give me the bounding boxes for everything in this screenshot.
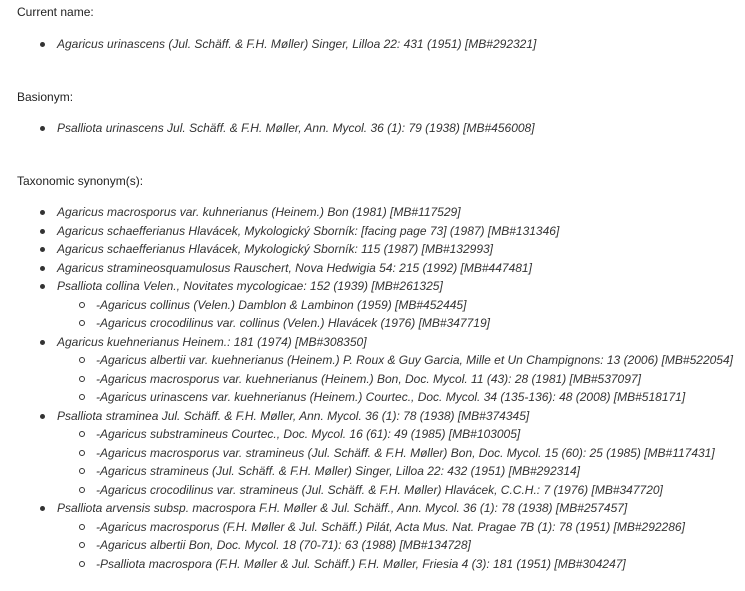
basionym-list	[0, 119, 535, 138]
list-item-text: -Agaricus macrosporus var. stramineus (Jul. Schäff. & F.H. Møller) Bon, Doc. Mycol. 15 (60): 25 (1985) [MB#117431]	[96, 445, 715, 460]
sub-synonyms-list	[57, 351, 733, 407]
list-item-text: Psalliota urinascens Jul. Schäff. & F.H. Møller, Ann. Mycol. 36 (1): 79 (1938) [MB#456008]	[57, 121, 535, 135]
list-item-text: Agaricus urinascens (Jul. Schäff. & F.H. Møller) Singer, Lilloa 22: 431 (1951) [MB#292321]	[57, 37, 537, 51]
sub-synonym-item	[57, 425, 733, 444]
synonyms-heading: Taxonomic synonym(s):	[17, 174, 144, 188]
bullet-icon	[40, 42, 45, 47]
circle-bullet-icon	[79, 487, 85, 493]
sub-synonym-item	[57, 518, 733, 537]
list-item-text: -Agaricus stramineus (Jul. Schäff. & F.H. Møller) Singer, Lilloa 22: 432 (1951) [MB#292314]	[96, 464, 581, 478]
circle-bullet-icon	[79, 357, 85, 363]
circle-bullet-icon	[79, 320, 85, 326]
list-item-text: -Psalliota macrospora (F.H. Møller & Jul. Schäff.) F.H. Møller, Friesia 4 (3): 181 (1951) [MB#304247]	[96, 556, 626, 571]
sub-synonym-item	[57, 351, 733, 370]
sub-synonym-item	[57, 370, 733, 389]
bullet-icon	[40, 266, 45, 271]
bullet-icon	[40, 210, 45, 215]
bullet-icon	[40, 284, 45, 289]
list-item-text: -Agaricus substramineus Courtec., Doc. Mycol. 16 (61): 49 (1985) [MB#103005]	[96, 427, 521, 441]
list-item-text: -Agaricus albertii Bon, Doc. Mycol. 18 (70-71): 63 (1988) [MB#134728]	[96, 538, 471, 552]
list-item-text: Agaricus schaefferianus Hlavácek, Mykologický Sborník: [facing page 73] (1987) [MB#131346]	[57, 223, 560, 238]
list-item-text: -Agaricus urinascens var. kuehnerianus (Heinem.) Courtec., Doc. Mycol. 34 (135-136): 48 (2008) [MB#518171]	[96, 390, 686, 404]
synonym-item	[0, 407, 733, 500]
list-item-text: -Agaricus macrosporus var. kuehnerianus (Heinem.) Bon, Doc. Mycol. 11 (43): 28 (1981) [MB#537097]	[96, 371, 641, 386]
sub-synonyms-list	[57, 425, 733, 499]
sub-synonyms-list	[57, 296, 733, 333]
list-item-text: -Agaricus crocodilinus var. collinus (Velen.) Hlavácek (1976) [MB#347719]	[96, 316, 490, 330]
list-item-text: Agaricus stramineosquamulosus Rauschert, Nova Hedwigia 54: 215 (1992) [MB#447481]	[57, 260, 532, 275]
circle-bullet-icon	[79, 302, 85, 308]
list-item-text: Agaricus kuehnerianus Heinem.: 181 (1974) [MB#308350]	[57, 334, 367, 349]
synonym-item	[0, 277, 733, 333]
bullet-icon	[40, 340, 45, 345]
list-item-text: -Agaricus crocodilinus var. stramineus (Jul. Schäff. & F.H. Møller) Hlavácek, C.C.H.: 7 (1976) [MB#347720]	[96, 482, 663, 497]
synonym-item	[0, 240, 733, 259]
list-item-text: Agaricus schaefferianus Hlavácek, Mykologický Sborník: 115 (1987) [MB#132993]	[57, 242, 494, 256]
synonym-item	[0, 259, 733, 278]
bullet-icon	[40, 126, 45, 131]
list-item-text: Agaricus macrosporus var. kuhnerianus (Heinem.) Bon (1981) [MB#117529]	[57, 205, 461, 219]
sub-synonym-item	[57, 481, 733, 500]
list-item-text: -Agaricus macrosporus (F.H. Møller & Jul. Schäff.) Pilát, Acta Mus. Nat. Pragae 7B (1): 78 (1951) [MB#292286]	[96, 519, 685, 534]
synonym-item	[0, 333, 733, 407]
circle-bullet-icon	[79, 561, 85, 567]
circle-bullet-icon	[79, 524, 85, 530]
circle-bullet-icon	[79, 542, 85, 548]
current-name-item	[0, 35, 536, 54]
basionym-item	[0, 119, 535, 138]
sub-synonym-item	[57, 388, 733, 407]
sub-synonym-item	[57, 555, 733, 574]
circle-bullet-icon	[79, 450, 85, 456]
list-item-text: -Agaricus collinus (Velen.) Damblon & Lambinon (1959) [MB#452445]	[96, 297, 467, 312]
sub-synonym-item	[57, 314, 733, 333]
circle-bullet-icon	[79, 376, 85, 382]
sub-synonym-item	[57, 536, 733, 555]
sub-synonym-item	[57, 296, 733, 315]
current-name-list	[0, 35, 536, 54]
circle-bullet-icon	[79, 394, 85, 400]
synonym-item	[0, 203, 733, 222]
sub-synonym-item	[57, 462, 733, 481]
list-item-text: Psalliota arvensis subsp. macrospora F.H. Møller & Jul. Schäff., Ann. Mycol. 36 (1): 78 (1938) [MB#257457]	[57, 501, 628, 515]
list-item-text: Psalliota collina Velen., Novitates mycologicae: 152 (1939) [MB#261325]	[57, 279, 443, 293]
circle-bullet-icon	[79, 468, 85, 474]
basionym-heading: Basionym:	[17, 90, 74, 104]
bullet-icon	[40, 414, 45, 419]
list-item-text: -Agaricus albertii var. kuehnerianus (Heinem.) P. Roux & Guy Garcia, Mille et Un Champignons: 13 (2006) [MB#522054]	[96, 353, 733, 367]
list-item-text: Psalliota straminea Jul. Schäff. & F.H. Møller, Ann. Mycol. 36 (1): 78 (1938) [MB#374345]	[57, 408, 530, 423]
bullet-icon	[40, 506, 45, 511]
sub-synonyms-list	[57, 518, 733, 574]
bullet-icon	[40, 229, 45, 234]
synonym-item	[0, 499, 733, 573]
sub-synonym-item	[57, 444, 733, 463]
synonym-item	[0, 222, 733, 241]
synonyms-list	[0, 203, 733, 573]
current-name-heading: Current name:	[17, 5, 94, 19]
circle-bullet-icon	[79, 431, 85, 437]
bullet-icon	[40, 247, 45, 252]
